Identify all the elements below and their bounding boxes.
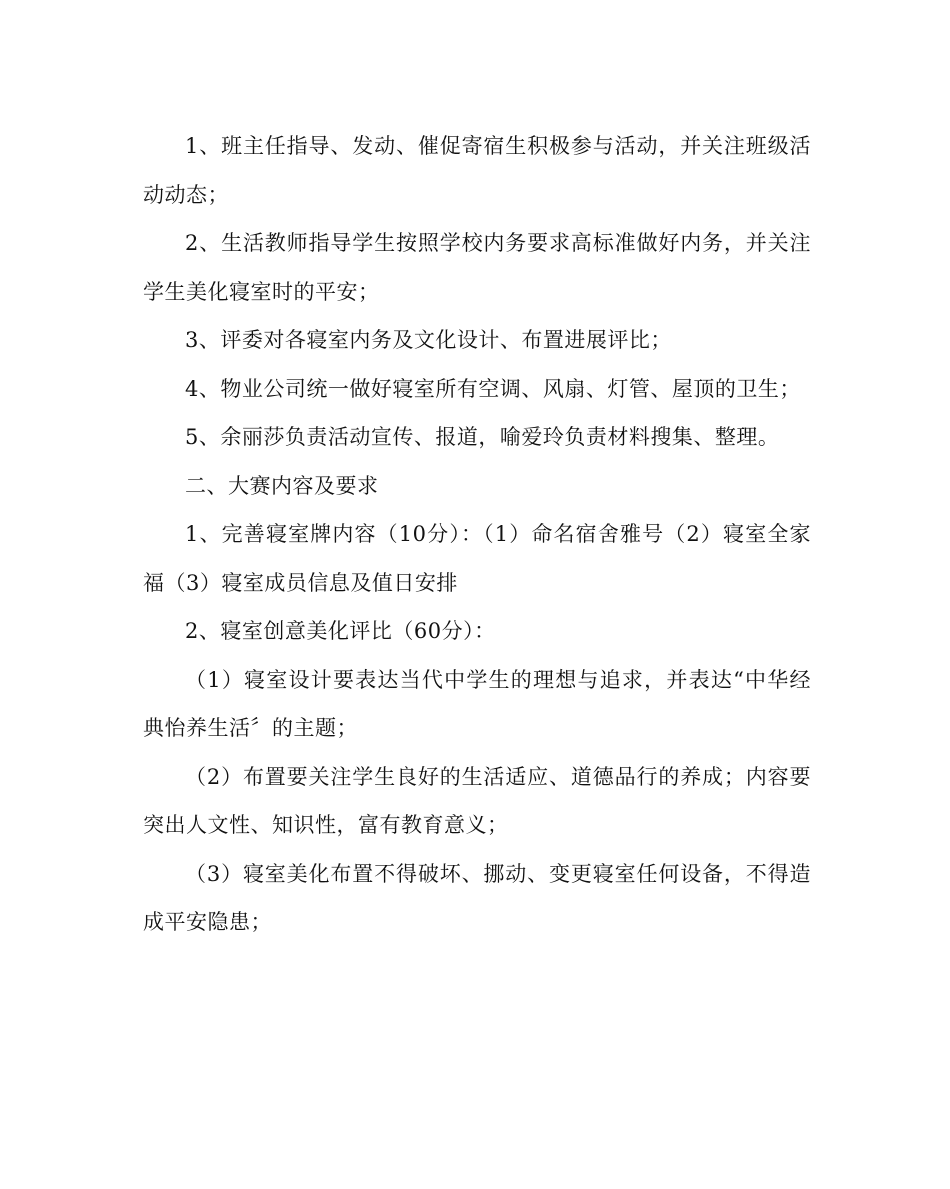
- paragraph-sub-requirement-2: （2）布置要关注学生良好的生活适应、道德品行的养成；内容要突出人文性、知识性，富有教育意义；: [143, 764, 811, 837]
- paragraph-duty-1: 1、班主任指导、发动、催促寄宿生积极参与活动，并关注班级活动动态；: [143, 134, 811, 207]
- paragraph-requirement-2: 2、寝室创意美化评比（60分）：: [185, 619, 496, 643]
- document-body: [143, 122, 811, 947]
- section-heading-contest-content: 二、大赛内容及要求: [185, 473, 379, 498]
- paragraph-duty-4: 4、物业公司统一做好寝室所有空调、风扇、灯管、屋顶的卫生；: [185, 376, 801, 401]
- paragraph-requirement-1: 1、完善寝室牌内容（10分）：（1）命名宿舍雅号（2）寝室全家福（3）寝室成员信息及值日安排: [143, 522, 811, 595]
- paragraph-sub-requirement-1: （1）寝室设计要表达当代中学生的理想与追求，并表达“中华经典怡养生活〞的主题；: [143, 667, 811, 740]
- paragraph-sub-requirement-3: （3）寝室美化布置不得破坏、挪动、变更寝室任何设备，不得造成平安隐患；: [143, 861, 811, 934]
- paragraph-duty-2: 2、生活教师指导学生按照学校内务要求高标准做好内务，并关注学生美化寝室时的平安；: [143, 231, 811, 304]
- paragraph-duty-3: 3、评委对各寝室内务及文化设计、布置进展评比；: [185, 328, 672, 352]
- paragraph-duty-5: 5、余丽莎负责活动宣传、报道，喻爱玲负责材料搜集、整理。: [185, 425, 780, 449]
